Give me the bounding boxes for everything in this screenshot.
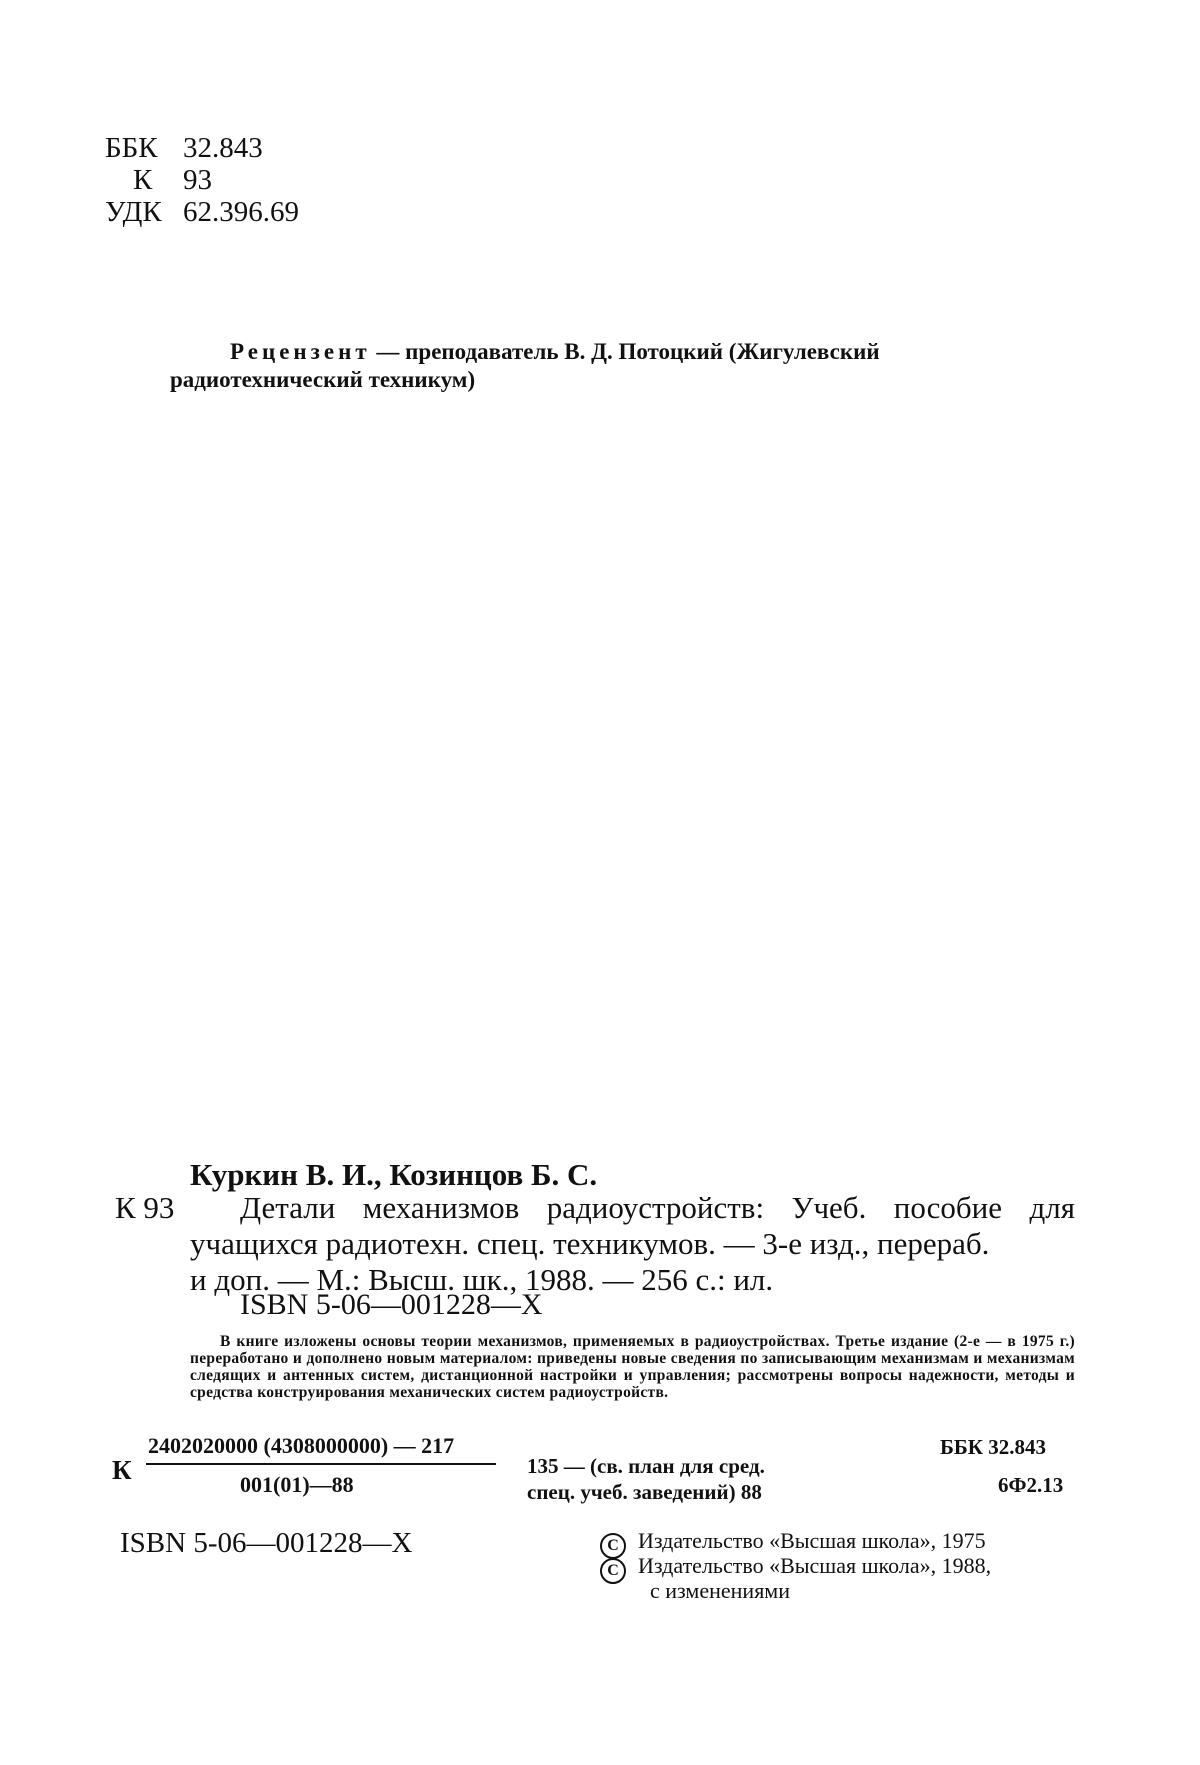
code-row-udk: [105, 196, 299, 228]
annotation: В книге изложены основы теории механизмов, применяемых в радиоустройствах. Третье издание (2-е — в 1975 г.) переработано и дополнено новым материалом: приведены новые сведения по записывающим механизмам и механизмам следящих и антенных систем, дистанционной настройки и управления; рассмотрены вопросы надежности, методы и средства конструирования механических систем радиоустройств.: [190, 1333, 1075, 1401]
reviewer-note: [170, 338, 1070, 394]
code-value: 93: [183, 164, 212, 196]
bib-line-1: Детали механизмов радиоустройств: Учеб. пособие для: [240, 1190, 1075, 1225]
fraction-line: [146, 1463, 496, 1465]
copyright-text-1: Издательство «Высшая школа», 1975: [638, 1528, 986, 1553]
code-row-k: [105, 164, 299, 196]
copyright-icon: C: [600, 1558, 626, 1584]
copyright-note: с изменениями: [650, 1578, 791, 1603]
formula-denominator: 001(01)—88: [240, 1472, 354, 1497]
plan-line-1: 135 — (св. план для сред.: [527, 1454, 765, 1478]
code-key: К: [133, 164, 153, 196]
reviewer-text: — преподаватель В. Д. Потоцкий (Жигулевский радиотехнический техникум): [170, 339, 880, 392]
isbn: ISBN 5-06—001228—X: [240, 1288, 543, 1321]
code-value: 32.843: [183, 132, 263, 164]
bib-line-2: учащихся радиотехн. спец. техникумов. — 3-е изд., перераб.: [190, 1226, 990, 1261]
formula-k-letter: К: [112, 1455, 132, 1485]
code-row-bbk: [105, 132, 299, 164]
copyright-icon: C: [600, 1533, 626, 1559]
copyright-text-2: Издательство «Высшая школа», 1988,: [638, 1553, 992, 1578]
author-code: К 93: [115, 1190, 175, 1225]
reviewer-label: Рецензент: [230, 339, 371, 364]
classification-codes: [105, 132, 299, 228]
classification-code-2: 6Ф2.13: [998, 1473, 1064, 1497]
isbn-bottom: ISBN 5-06—001228—X: [120, 1527, 413, 1559]
bib-line-3: и доп. — М.: Высш. шк., 1988. — 256 с.: ил.: [190, 1262, 774, 1297]
authors: Куркин В. И., Козинцов Б. С.: [190, 1157, 598, 1192]
plan-line-2: спец. учеб. заведений) 88: [527, 1480, 762, 1504]
code-value: 62.396.69: [183, 196, 299, 228]
bbk-code: ББК 32.843: [940, 1435, 1046, 1459]
formula-numerator: 2402020000 (4308000000) — 217: [148, 1433, 455, 1458]
bibliographic-description: [190, 1190, 1075, 1298]
code-key: УДК: [105, 196, 162, 228]
code-key: ББК: [105, 132, 158, 164]
